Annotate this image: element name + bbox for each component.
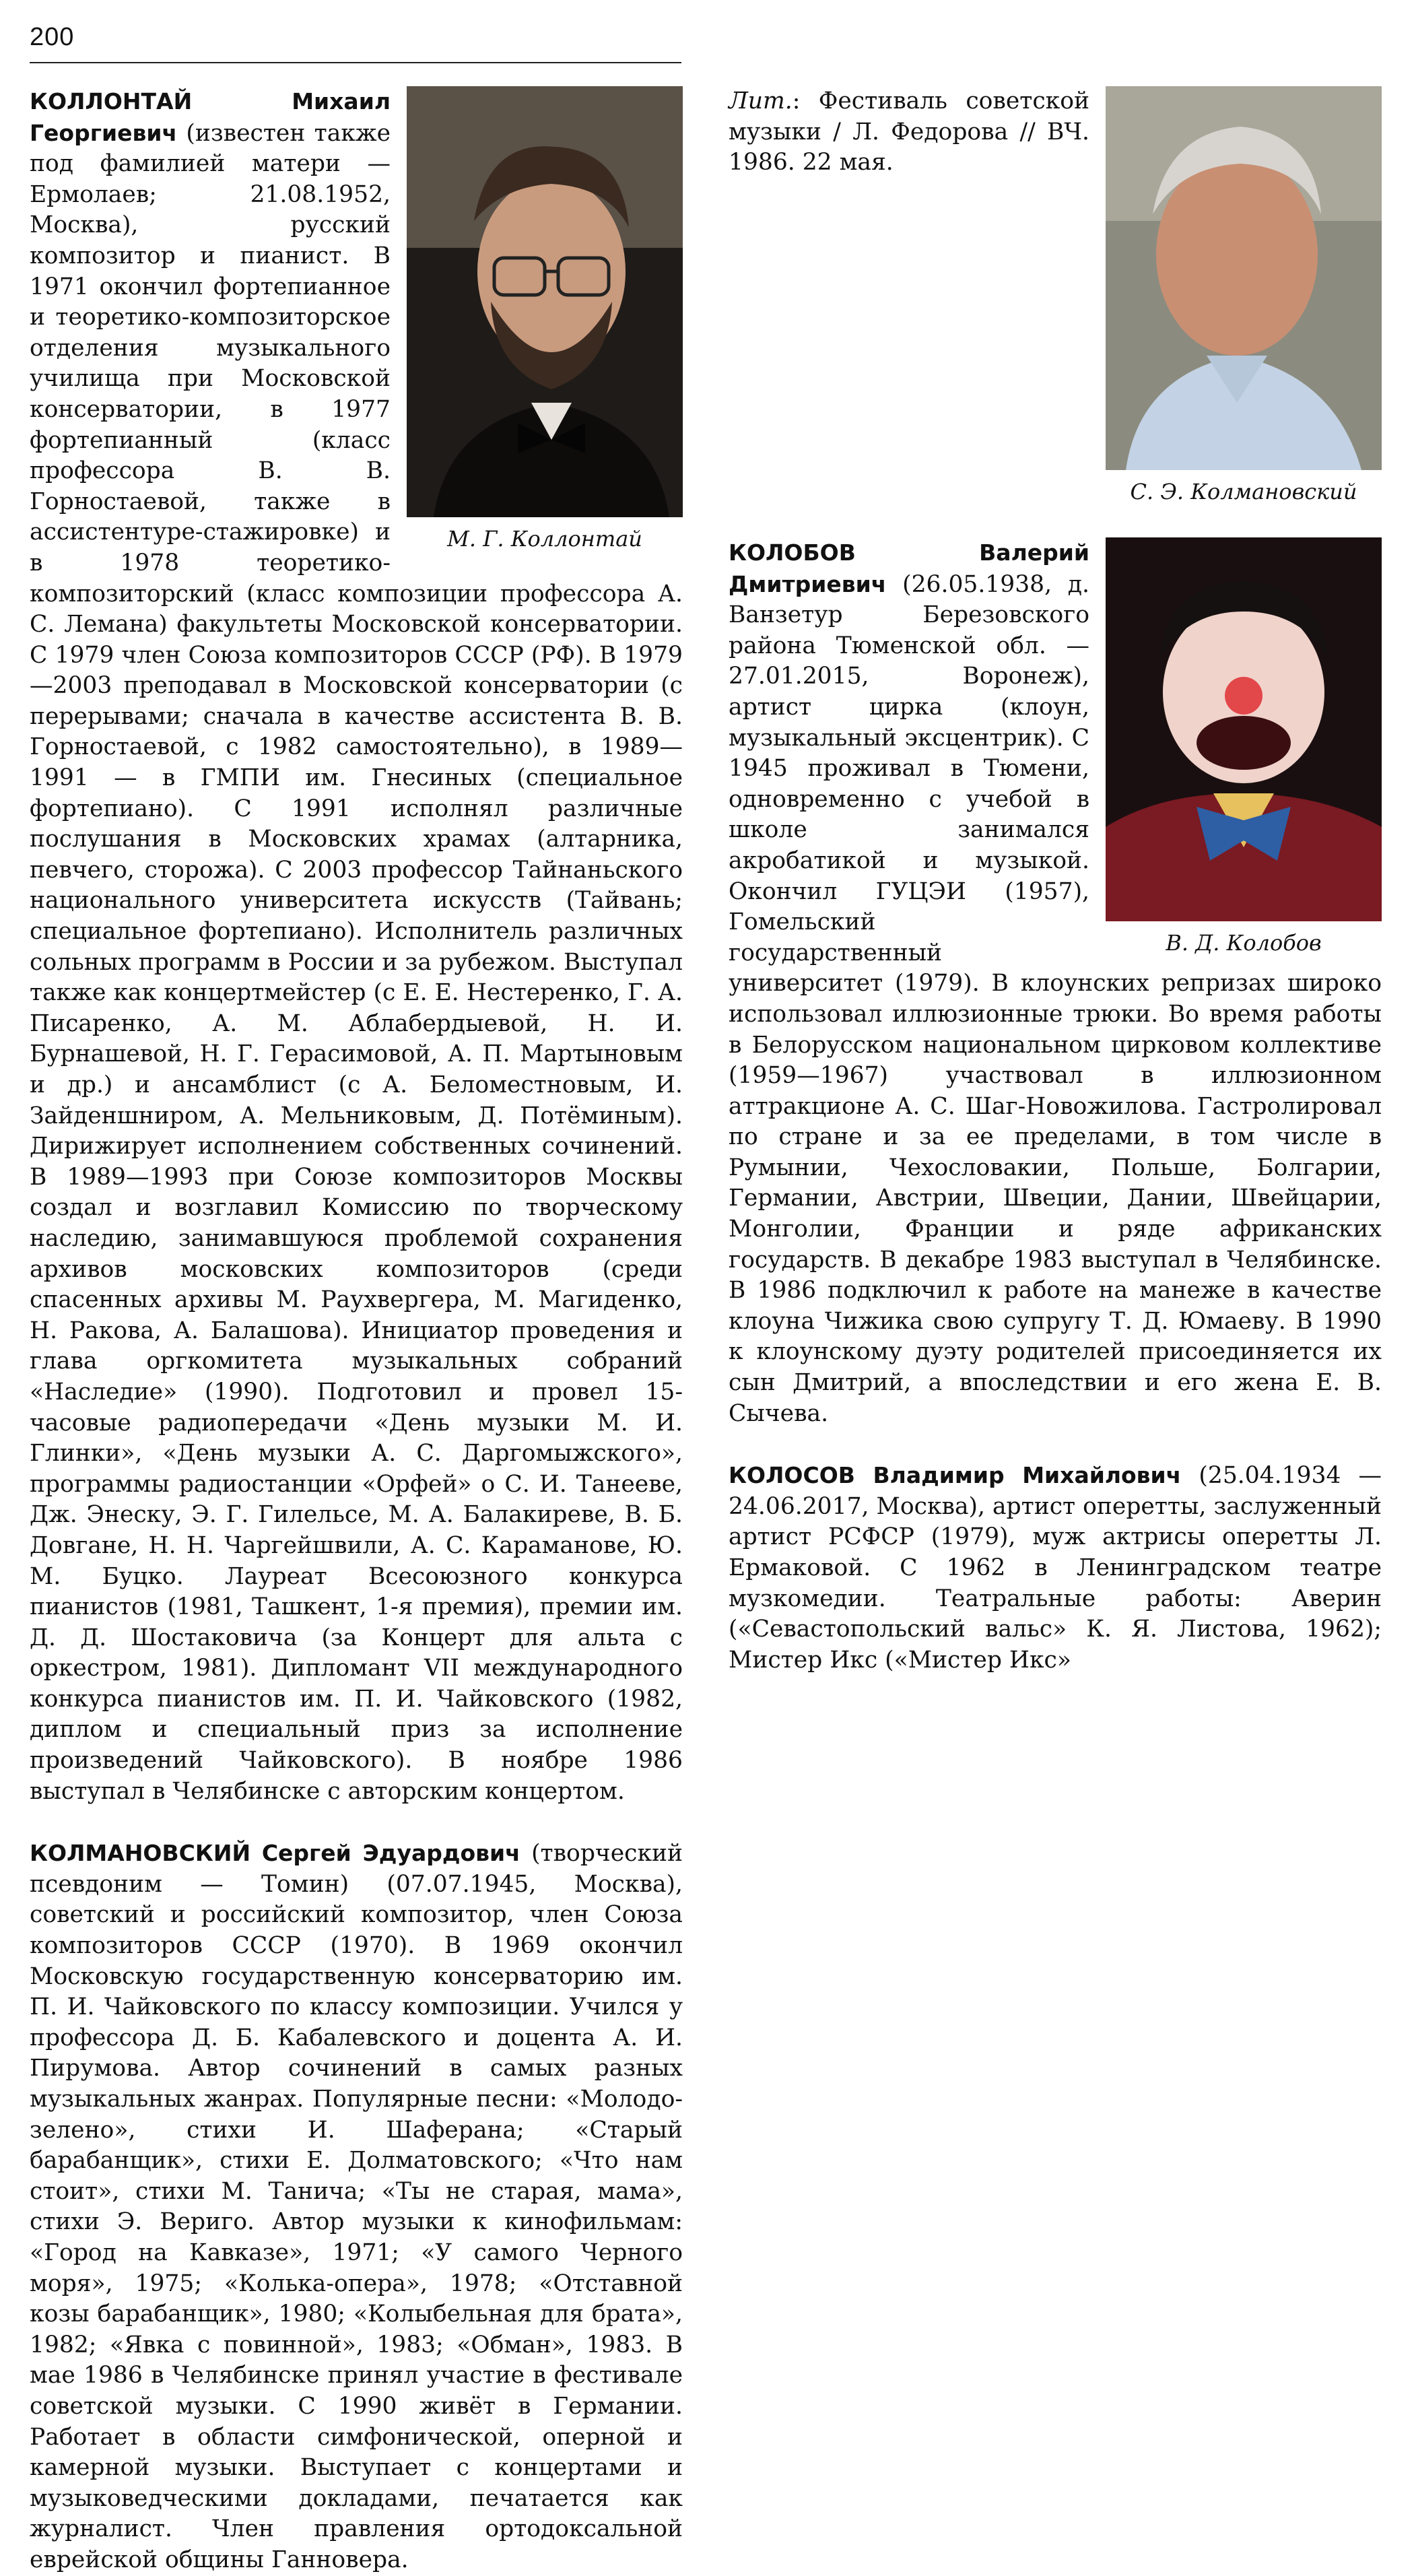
lit-text: : Фестиваль советской музыки / Л. Федорова // ВЧ. 1986. 22 мая. — [729, 88, 1089, 176]
portrait-kollontai-image — [407, 86, 683, 517]
photo-kollontai — [407, 86, 683, 554]
entry-kolobov-body: (26.05.1938, д. Ванзетур Березовского района Тюменской обл. — 27.01.2015, Воронеж), артист цирка (клоун, музыкальный эксцентрик). С 1945 проживал в Тюмени, одновременно с учебой в школе занимался акробатикой и музыкой. Окончил ГУЦЭИ (1957), Гомельский государственный университет (1979). В клоунских репризах широко использовал иллюзионные трюки. Во время работы в Белорусском национальном цирковом коллективе (1959—1967) участвовал в иллюзионном аттракционе А. С. Шаг-Новожилова. Гастролировал по стране и за ее пределами, в том числе в Румынии, Чехословакии, Польше, Болгарии, Германии, Австрии, Швеции, Дании, Швейцарии, Монголии, Франции и ряде африканских государств. В декабре 1983 выступал в Челябинске. В 1986 подключил к работе на манеже в качестве клоуна Чижика свою супругу Т. Д. Юмаеву. В 1990 к клоунскому дуэту родителей присоединяется их сын Дмитрий, а впоследствии и его жена Е. В. Сычева. — [729, 570, 1382, 1427]
entry-kolosov-name: КОЛОСОВ Владимир Михайлович — [729, 1462, 1182, 1489]
entry-kollontai-name: КОЛЛОНТАЙ Михаил Георгиевич — [30, 88, 391, 146]
caption-kolmanovsky: С. Э. Колмановский — [1130, 479, 1357, 504]
column-left — [30, 86, 683, 2576]
caption-kolobov: В. Д. Колобов — [1166, 930, 1322, 956]
entry-kolmanovsky-text — [30, 1838, 683, 2575]
entry-kolmanovsky-name: КОЛМАНОВСКИЙ Сергей Эдуардович — [30, 1840, 520, 1867]
entry-kolobov — [729, 537, 1382, 1429]
entry-kolosov-text — [729, 1460, 1382, 1676]
entry-kolmanovsky-body: (творческий псевдоним — Томин) (07.07.1945, Москва), советский и российский композитор, член Союза композиторов СССР (1970). В 1969 окончил Московскую государственную консерваторию им. П. И. Чайковского по классу композиции. Учился у профессора Д. Б. Кабалевского и доцента А. И. Пирумова. Автор сочинений в самых разных музыкальных жанрах. Популярные песни: «Молодо-зелено», стихи И. Шаферана; «Старый барабанщик», стихи Е. Долматовского; «Что нам стоит», стихи М. Танича; «Ты не старая, мама», стихи Э. Вериго. Автор музыки к кинофильмам: «Город на Кавказе», 1971; «У самого Черного моря», 1975; «Колька-опера», 1978; «Отставной козы барабанщик», 1980; «Колыбельная для брата», 1982; «Явка с повинной», 1983; «Обман», 1983. В мае 1986 в Челябинске принял участие в фестивале советской музыки. С 1990 живёт в Германии. Работает в области симфонической, оперной и камерной музыки. Выступает с концертами и музыковедческими докладами, печатается как журналист. Член правления ортодоксальной еврейской общины Ганновера. — [30, 1840, 683, 2573]
entry-kolobov-name: КОЛОБОВ Валерий Дмитриевич — [729, 539, 1089, 597]
caption-kollontai: М. Г. Коллонтай — [447, 526, 642, 552]
header-rule — [30, 62, 681, 63]
entry-kolmanovsky-continued — [729, 86, 1382, 506]
portrait-kolobov-image — [1106, 537, 1382, 921]
entry-kolosov — [729, 1460, 1382, 1676]
column-right — [729, 86, 1382, 1676]
entry-kolmanovsky-start — [30, 1838, 683, 2575]
page-number: 200 — [30, 23, 75, 51]
entry-kollontai — [30, 86, 683, 1807]
photo-kolobov — [1106, 537, 1382, 958]
entry-kolosov-body: (25.04.1934 — 24.06.2017, Москва), артист оперетты, заслуженный артист РСФСР (1979), муж актрисы оперетты Л. Ермаковой. С 1962 в Ленинградском театре музкомедии. Театральные работы: Аверин («Севастопольский вальс» К. Я. Листова, 1962); Мистер Икс («Мистер Икс» — [729, 1462, 1382, 1674]
photo-kolmanovsky — [1106, 86, 1382, 506]
lit-label: Лит. — [729, 88, 793, 114]
portrait-kolmanovsky-image — [1106, 86, 1382, 470]
entry-kollontai-body: (известен также под фамилией матери — Ермолаев; 21.08.1952, Москва), русский композитор и пианист. В 1971 окончил фортепианное и теоретико-композиторское отделения музыкального училища при Московской консерватории, в 1977 фортепианный (класс профессора В. В. Горностаевой, также в ассистентуре-стажировке) и в 1978 теоретико-композиторский (класс композиции профессора А. С. Лемана) факультеты Московской консерватории. С 1979 член Союза композиторов СССР (РФ). В 1979—2003 преподавал в Московской консерватории (с перерывами; сначала в качестве ассистента В. В. Горностаевой, с 1982 самостоятельно), в 1989—1991 — в ГМПИ им. Гнесиных (специальное фортепиано). С 1991 исполнял различные послушания в Московских храмах (алтарника, певчего, сторожа). С 2003 профессор Тайнаньского национального университета искусств (Тайвань; специальное фортепиано). Исполнитель различных сольных программ в России и за рубежом. Выступал также как концертмейстер (с Е. Е. Нестеренко, Г. А. Писаренко, А. М. Аблабердыевой, Н. И. Бурнашевой, Н. Г. Герасимовой, А. П. Мартыновым и др.) и ансамблист (с А. Беломестновым, И. Зайденшниром, А. Мельниковым, Д. Потёминым). Дирижирует исполнением собственных сочинений. В 1989—1993 при Союзе композиторов Москвы создал и возглавил Комиссию по творческому наследию, занимавшуюся проблемой сохранения архивов московских композиторов (среди спасенных архивы М. Раухвергера, М. Магиденко, Н. Ракова, А. Балашова). Инициатор проведения и глава оргкомитета музыкальных собраний «Наследие» (1990). Подготовил и провел 15-часовые радиопередачи «День музыки М. И. Глинки», «День музыки А. С. Даргомыжского», программы радиостанции «Орфей» о С. И. Танееве, Дж. Энеску, Э. Г. Гилельсе, М. А. Балакиреве, В. Б. Довгане, Н. Н. Чаргейшвили, А. С. Караманове, Ю. М. Буцко. Лауреат Всесоюзного конкурса пианистов (1981, Ташкент, 1-я премия), премии им. Д. Д. Шостаковича (за Концерт для альта с оркестром, 1981). Дипломант VII международного конкурса пианистов им. П. И. Чайковского (1982, диплом и специальный приз за исполнение произведений Чайковского). В ноябре 1986 выступал в Челябинске с авторским концертом. — [30, 119, 683, 1805]
